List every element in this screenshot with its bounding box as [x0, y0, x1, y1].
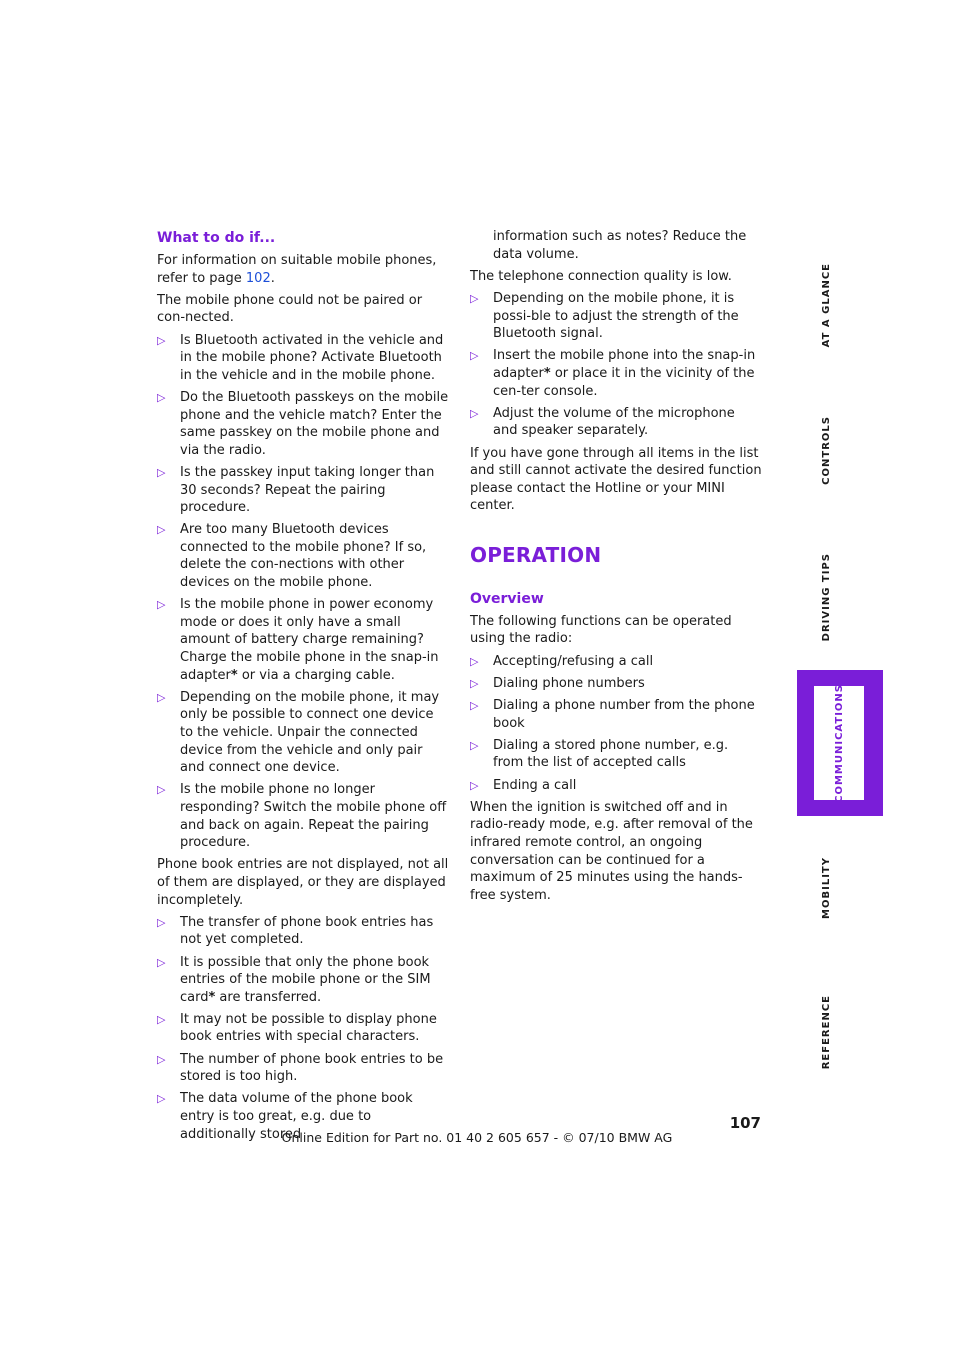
- bullet-arrow-icon: ▷: [470, 699, 479, 713]
- bullet-arrow-icon: ▷: [157, 915, 166, 929]
- what-to-do-heading: What to do if...: [157, 230, 276, 246]
- bullet-arrow-icon: ▷: [470, 349, 479, 363]
- bullet-arrow-icon: ▷: [470, 654, 479, 668]
- list-item: ▷ Dialing a phone number from the phone book: [470, 698, 755, 731]
- bullet-arrow-icon: ▷: [157, 333, 166, 347]
- page-number: 107: [729, 1114, 761, 1132]
- tab-communications[interactable]: [797, 670, 883, 816]
- bullet-arrow-icon: ▷: [157, 783, 166, 797]
- bullet-arrow-icon: ▷: [470, 738, 479, 752]
- bullet-arrow-icon: ▷: [157, 1012, 166, 1026]
- list-item: ▷ Is the mobile phone no longer responding? Switch the mobile phone off and back on again. Repeat the pairing procedure.: [157, 782, 447, 851]
- list-item: ▷ Depending on the mobile phone, it may only be possible to connect one device to the vehicle. Unpair the connected device from the vehicle and only pair and connect one device.: [157, 689, 440, 776]
- outro-paragraph: If you have gone through all items in the list and still cannot activate the desired function please contact the Hotline or your MINI center.: [470, 445, 762, 514]
- tab-communications-label-box: COMMUNICATIONS: [814, 686, 864, 800]
- list-item: ▷ Dialing phone numbers: [470, 675, 645, 691]
- overview-intro: The following functions can be operated using the radio:: [470, 613, 732, 647]
- tab-mobility[interactable]: MOBILITY: [820, 857, 832, 919]
- overview-heading: Overview: [470, 590, 544, 607]
- list-item: ▷ It is possible that only the phone book entries of the mobile phone or the SIM card* are transferred.: [157, 954, 431, 1005]
- list-item: ▷ Insert the mobile phone into the snap-in adapter* or place it in the vicinity of the cen-ter console.: [470, 348, 756, 399]
- quality-checklist: [470, 290, 762, 440]
- problem-quality: The telephone connection quality is low.: [470, 268, 732, 284]
- right-column: [470, 228, 762, 909]
- bullet-arrow-icon: ▷: [157, 390, 166, 404]
- problem-phonebook: Phone book entries are not displayed, not all of them are displayed, or they are displayed incompletely.: [157, 857, 449, 908]
- list-item: ▷ Accepting/refusing a call: [470, 653, 654, 669]
- list-item: ▷ The transfer of phone book entries has not yet completed.: [157, 914, 434, 948]
- tab-driving-tips[interactable]: DRIVING TIPS: [820, 552, 832, 642]
- bullet-arrow-icon: ▷: [470, 676, 479, 690]
- final-paragraph: When the ignition is switched off and in radio-ready mode, e.g. after removal of the infrared remote control, an ongoing conversation can be continued for a maximum of 25 minutes using the hands-free system.: [470, 799, 753, 903]
- bullet-arrow-icon: ▷: [157, 465, 166, 479]
- bullet-arrow-icon: ▷: [157, 523, 166, 537]
- tab-reference[interactable]: REFERENCE: [820, 994, 832, 1070]
- option-star: *: [543, 365, 551, 381]
- bullet-arrow-icon: ▷: [157, 955, 166, 969]
- pairing-checklist: [157, 332, 449, 852]
- option-star: *: [230, 667, 238, 683]
- list-item: ▷ Is Bluetooth activated in the vehicle and in the mobile phone? Activate Bluetooth in the vehicle and in the mobile phone.: [157, 332, 444, 383]
- functions-list: [470, 653, 762, 795]
- bullet-arrow-icon: ▷: [470, 291, 479, 305]
- list-item: ▷ Is the passkey input taking longer than 30 seconds? Repeat the pairing procedure.: [157, 464, 435, 516]
- list-item: ▷ The data volume of the phone book entry is too great, e.g. due to additionally stored: [157, 1091, 413, 1142]
- bullet-arrow-icon: ▷: [157, 1052, 166, 1066]
- problem-pairing: The mobile phone could not be paired or con-nected.: [157, 292, 423, 326]
- phonebook-checklist-continued: [470, 228, 762, 263]
- bullet-arrow-icon: ▷: [157, 598, 166, 612]
- list-item: ▷ Are too many Bluetooth devices connected to the mobile phone? If so, delete the con-nections with other devices on the mobile phone.: [157, 522, 427, 591]
- phonebook-checklist: [157, 914, 449, 1144]
- bullet-arrow-icon: ▷: [470, 406, 479, 420]
- bullet-arrow-icon: ▷: [157, 1092, 166, 1106]
- page-link[interactable]: 102: [245, 270, 271, 286]
- section-title: OPERATION: [470, 542, 602, 567]
- list-item: ▷ Dialing a stored phone number, e.g. from the list of accepted calls: [470, 737, 729, 771]
- left-column: [157, 228, 449, 1148]
- bullet-arrow-icon: ▷: [157, 690, 166, 704]
- list-item: ▷ Is the mobile phone in power economy mode or does it only have a small amount of battery charge remaining? Charge the mobile phone in the snap-in adapter* or via a charging cable.: [157, 597, 439, 683]
- tab-at-a-glance[interactable]: AT A GLANCE: [820, 262, 832, 348]
- list-item: ▷ Ending a call: [470, 777, 577, 793]
- list-item: ▷ It may not be possible to display phone book entries with special characters.: [157, 1011, 437, 1045]
- list-item: ▷ Adjust the volume of the microphone and speaker separately.: [470, 405, 735, 439]
- list-item-continued: information such as notes? Reduce the data volume.: [493, 229, 747, 262]
- list-item: ▷ Depending on the mobile phone, it is possi-ble to adjust the strength of the Bluetooth signal.: [470, 290, 739, 342]
- list-item: ▷ The number of phone book entries to be stored is too high.: [157, 1051, 444, 1085]
- bullet-arrow-icon: ▷: [470, 778, 479, 792]
- tab-controls[interactable]: CONTROLS: [820, 415, 832, 485]
- option-star: *: [208, 989, 216, 1005]
- list-item: ▷ Do the Bluetooth passkeys on the mobile phone and the vehicle match? Enter the same passkey on the mobile phone and via the radio.: [157, 389, 449, 458]
- intro-paragraph: For information on suitable mobile phones, refer to page 102.: [157, 253, 437, 286]
- footer: Online Edition for Part no. 01 40 2 605 657 - © 07/10 BMW AG: [281, 1130, 673, 1145]
